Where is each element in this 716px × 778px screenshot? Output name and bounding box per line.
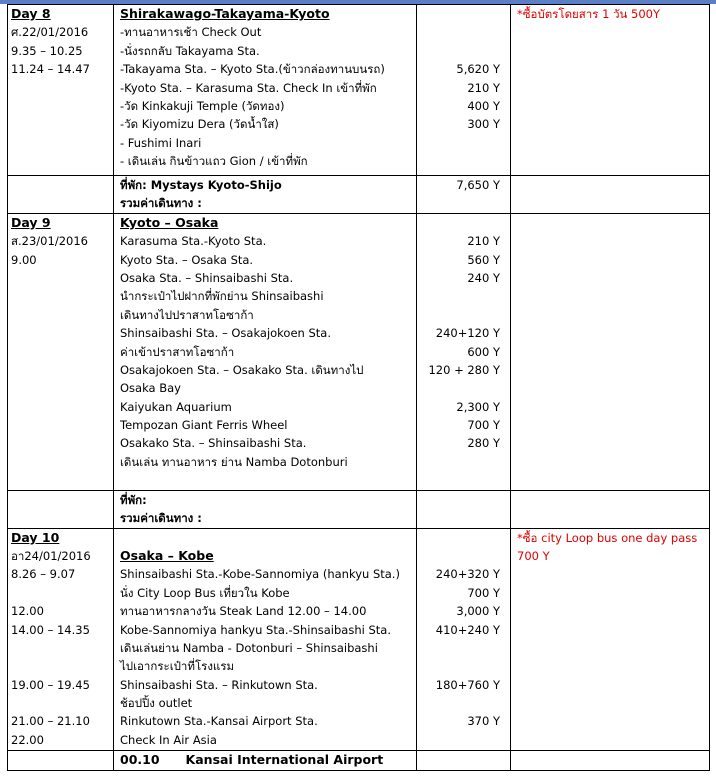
day10-activity: Shinsaibashi Sta. – Rinkutown Sta. [120, 677, 318, 692]
day8-time: 9.35 – 10.25 [11, 43, 83, 58]
day9-activity: Kyoto Sta. – Osaka Sta. [120, 252, 254, 267]
day9-activity: Karasuma Sta.-Kyoto Sta. [120, 234, 267, 249]
day9-cost: 210 Y [467, 234, 500, 249]
day8-note: *ซื้อบัตรโดยสาร 1 วัน 500Y [517, 7, 661, 21]
day9-cost-cell [417, 213, 511, 490]
day9-activity: นำกระเป๋าไปฝากที่พักย่าน Shinsaibashi [120, 289, 324, 304]
day8-date: ศ.22/01/2016 [11, 25, 89, 40]
day9-route-title: Kyoto – Osaka [120, 214, 219, 230]
day9-cost: 700 Y [467, 418, 500, 433]
day9-activity: ค่าเข้าปราสาทโอซาก้า [120, 344, 235, 359]
day10-time-cell [8, 528, 114, 750]
day10-note: *ซื้อ city Loop bus one day pass 700 Y [517, 530, 698, 563]
day8-activity-cell [114, 5, 417, 176]
day9-cost: 560 Y [467, 252, 500, 267]
day9-time-cell [8, 213, 114, 490]
day9-date: ส.23/01/2016 [11, 234, 88, 249]
day8-activity: - เดินเล่น กินข้าวแถว Gion / เข้าที่พัก [120, 154, 308, 169]
day10-time: 22.00 [11, 732, 44, 747]
day9-cost: 2,300 Y [456, 399, 500, 414]
day9-activity: Shinsaibashi Sta. – Osakajokoen Sta. [120, 326, 331, 341]
day9-cost: 240 Y [467, 270, 500, 285]
day10-activity: ทานอาหารกลางวัน Steak Land 12.00 – 14.00 [120, 604, 367, 619]
day9-summary-cell [114, 490, 417, 528]
day8-cost: 5,620 Y [456, 62, 500, 77]
day10-cost-cell [417, 528, 511, 750]
day8-stay: ที่พัก: Mystays Kyoto-Shijo [120, 178, 282, 192]
day8-time: 11.24 – 14.47 [11, 62, 90, 77]
day9-activity: Osakako Sta. – Shinsaibashi Sta. [120, 436, 307, 451]
day9-summary-cost-cell [417, 490, 511, 528]
day8-summary-cell [114, 176, 417, 214]
day8-activity: -วัด Kiyomizu Dera (วัดน้ำใส) [120, 117, 279, 132]
day9-stay: ที่พัก: [120, 492, 147, 507]
day8-activity: - Fushimi Inari [120, 135, 202, 150]
day10-activity: ไปเอากระเป๋าที่โรงแรม [120, 659, 235, 674]
day9-summary-time-cell [8, 490, 114, 528]
day8-summary-cost-cell [417, 176, 511, 214]
departure-note-cell [511, 750, 710, 770]
day9-activity-cell [114, 213, 417, 490]
day9-time: 9.00 [11, 252, 37, 267]
day9-cost: 600 Y [467, 344, 500, 359]
departure-cost-cell [417, 750, 511, 770]
day8-activity: -นั่งรถกลับ Takayama Sta. [120, 43, 260, 58]
day9-activity: Osakajokoen Sta. – Osakako Sta. เดินทางไป [120, 362, 364, 377]
day8-cost: 400 Y [467, 98, 500, 113]
day9-activity: Kaiyukan Aquarium [120, 399, 232, 414]
day10-cost: 180+760 Y [435, 677, 500, 692]
day8-time-cell [8, 5, 114, 176]
day9-activity: Osaka Sta. – Shinsaibashi Sta. [120, 270, 294, 285]
day10-route-title: Osaka – Kobe [120, 547, 214, 563]
day10-cost: 3,000 Y [456, 604, 500, 619]
day10-activity: ช้อปปิ้ง outlet [120, 696, 193, 711]
day10-time: 12.00 [11, 604, 44, 619]
day8-summary-note-cell [511, 176, 710, 214]
day9-activity: เดินเล่น ทานอาหาร ย่าน Namba Dotonburi [120, 454, 348, 469]
day8-activity: -ทานอาหารเช้า Check Out [120, 25, 262, 40]
day8-row [8, 5, 710, 176]
day10-activity: Shinsaibashi Sta.-Kobe-Sannomiya (hankyu Sta.) [120, 567, 400, 582]
day9-cost: 120 + 280 Y [428, 362, 500, 377]
day10-activity: Check In Air Asia [120, 732, 217, 747]
day8-stay-cost: 7,650 Y [456, 178, 500, 192]
day10-row [8, 528, 710, 750]
day9-label: Day 9 [11, 214, 51, 230]
day8-cost: 210 Y [467, 80, 500, 95]
departure-cell [114, 750, 417, 770]
day10-date: อา24/01/2016 [11, 548, 91, 563]
day8-note-cell [511, 5, 710, 176]
itinerary-table [7, 4, 710, 771]
day9-activity: Tempozan Giant Ferris Wheel [120, 418, 288, 433]
day10-time: 14.00 – 14.35 [11, 622, 90, 637]
day8-label: Day 8 [11, 6, 51, 21]
day10-cost: 240+320 Y [435, 567, 500, 582]
day9-note-cell [511, 213, 710, 490]
day10-activity: Kobe-Sannomiya hankyu Sta.-Shinsaibashi Sta. [120, 622, 391, 637]
day9-row [8, 213, 710, 490]
day10-time: 19.00 – 19.45 [11, 677, 90, 692]
day9-activity: เดินทางไปปราสาทโอซาก้า [120, 307, 254, 322]
day9-summary-note-cell [511, 490, 710, 528]
day8-route-title: Shirakawago-Takayama-Kyoto [120, 6, 330, 21]
day8-activity: -Takayama Sta. – Kyoto Sta.(ข้าวกล่องทานบนรถ) [120, 62, 385, 77]
day8-total-label: รวมค่าเดินทาง : [120, 196, 202, 211]
day10-label: Day 10 [11, 529, 60, 545]
day9-total-label: รวมค่าเดินทาง : [120, 511, 202, 526]
departure-row [8, 750, 710, 770]
day10-cost: 700 Y [467, 585, 500, 600]
day9-cost: 240+120 Y [435, 326, 500, 341]
day8-cost-cell [417, 5, 511, 176]
day10-time: 21.00 – 21.10 [11, 714, 90, 729]
day10-activity: เดินเล่นย่าน Namba - Dotonburi – Shinsaibashi [120, 640, 378, 655]
day10-cost: 410+240 Y [435, 622, 500, 637]
day10-activity: Rinkutown Sta.-Kansai Airport Sta. [120, 714, 318, 729]
day9-activity: Osaka Bay [120, 381, 181, 396]
day9-summary-row [8, 490, 710, 528]
departure-time-cell [8, 750, 114, 770]
day9-cost: 280 Y [467, 436, 500, 451]
day10-time: 8.26 – 9.07 [11, 567, 76, 582]
day10-cost: 370 Y [467, 714, 500, 729]
day8-activity: -วัด Kinkakuji Temple (วัดทอง) [120, 98, 285, 113]
day8-summary-time-cell [8, 176, 114, 214]
departure-place: Kansai International Airport [185, 751, 384, 767]
day10-activity: นั่ง City Loop Bus เที่ยวใน Kobe [120, 585, 290, 600]
day10-note-cell [511, 528, 710, 750]
day8-cost: 300 Y [467, 117, 500, 132]
day10-activity-cell [114, 528, 417, 750]
day8-summary-row [8, 176, 710, 214]
day8-activity: -Kyoto Sta. – Karasuma Sta. Check In เข้าที่พัก [120, 80, 377, 95]
departure-time: 00.10 [120, 751, 160, 767]
